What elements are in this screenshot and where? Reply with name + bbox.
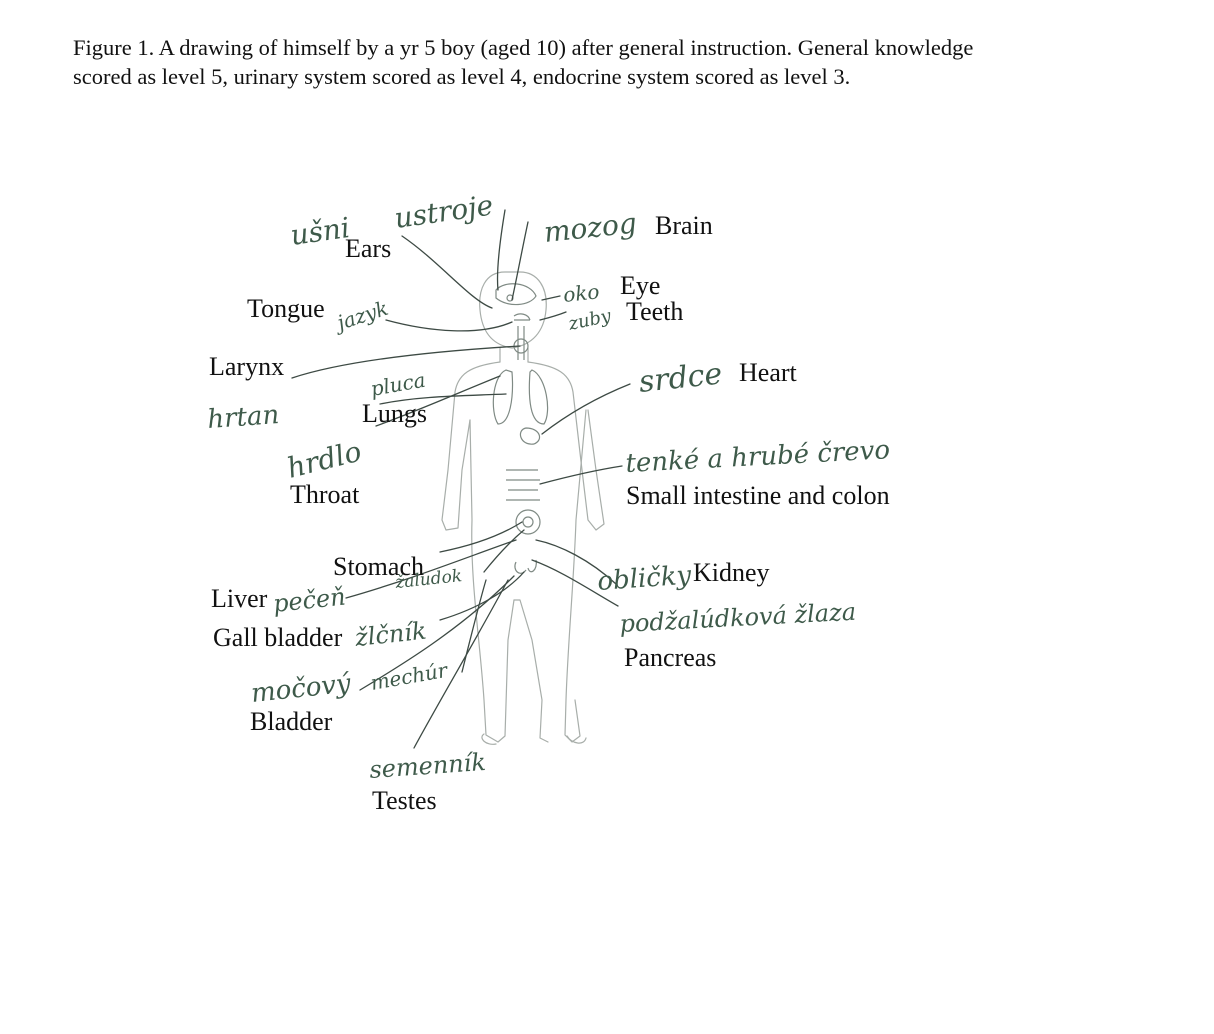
hw-mozog: mozog (542, 206, 639, 249)
hw-oblicky: obličky (596, 560, 693, 597)
hw-mocovy: močový (249, 668, 353, 709)
hw-ustroje: ustroje (392, 188, 496, 235)
throat-tube (518, 326, 524, 360)
right-lung (529, 370, 547, 424)
hw-zaludok: žaludok (394, 566, 464, 593)
brain-shape (496, 284, 536, 305)
heart-shape (520, 428, 539, 444)
label-pancreas: Pancreas (624, 643, 717, 672)
hw-mechur: mechúr (368, 657, 450, 695)
label-tongue: Tongue (247, 294, 325, 323)
caption-line-2: scored as level 5, urinary system scored as level 4, endocrine system scored as level 3. (73, 64, 851, 89)
label-liver: Liver (211, 584, 268, 613)
hw-zuby: zuby (566, 305, 613, 335)
hw-hrdlo: hrdlo (283, 434, 365, 485)
hw-srdce: srdce (637, 356, 724, 400)
hw-hrtan: hrtan (206, 400, 281, 435)
label-eye: Eye (620, 271, 661, 300)
hw-zlcnik: žlčník (353, 616, 428, 652)
stomach-shape (516, 510, 540, 534)
label-bladder: Bladder (250, 707, 333, 736)
hw-jazyk: jazyk (334, 295, 392, 335)
hw-pluca: pluca (368, 367, 428, 401)
hw-crevo: tenké a hrubé črevo (624, 435, 891, 479)
label-gall-bladder: Gall bladder (213, 623, 343, 652)
hw-semennik: semenník (368, 747, 487, 784)
caption-line-1: Figure 1. A drawing of himself by a yr 5 boy (aged 10) after general instruction. General knowledge (73, 35, 974, 60)
label-stomach: Stomach (333, 552, 424, 581)
label-larynx: Larynx (209, 352, 285, 381)
internal-organs (493, 284, 547, 574)
mouth-shape (514, 314, 530, 320)
label-kidney: Kidney (693, 558, 770, 587)
hw-pecen: pečeň (271, 582, 347, 618)
label-lungs: Lungs (362, 399, 427, 428)
hw-podzaludkova: podžalúdková žlaza (618, 597, 857, 638)
hw-usi: ušni (288, 210, 352, 252)
intestines-shape (506, 470, 540, 500)
label-small-intestine-colon: Small intestine and colon (626, 481, 890, 510)
label-testes: Testes (372, 786, 437, 815)
printed-labels (209, 211, 890, 815)
label-throat: Throat (290, 480, 360, 509)
label-brain: Brain (655, 211, 713, 240)
label-heart: Heart (739, 358, 797, 387)
body-outline (442, 272, 604, 744)
label-teeth: Teeth (626, 297, 684, 326)
hw-oko: oko (562, 279, 601, 307)
label-ears: Ears (345, 234, 392, 263)
bladder-shape (515, 560, 536, 573)
